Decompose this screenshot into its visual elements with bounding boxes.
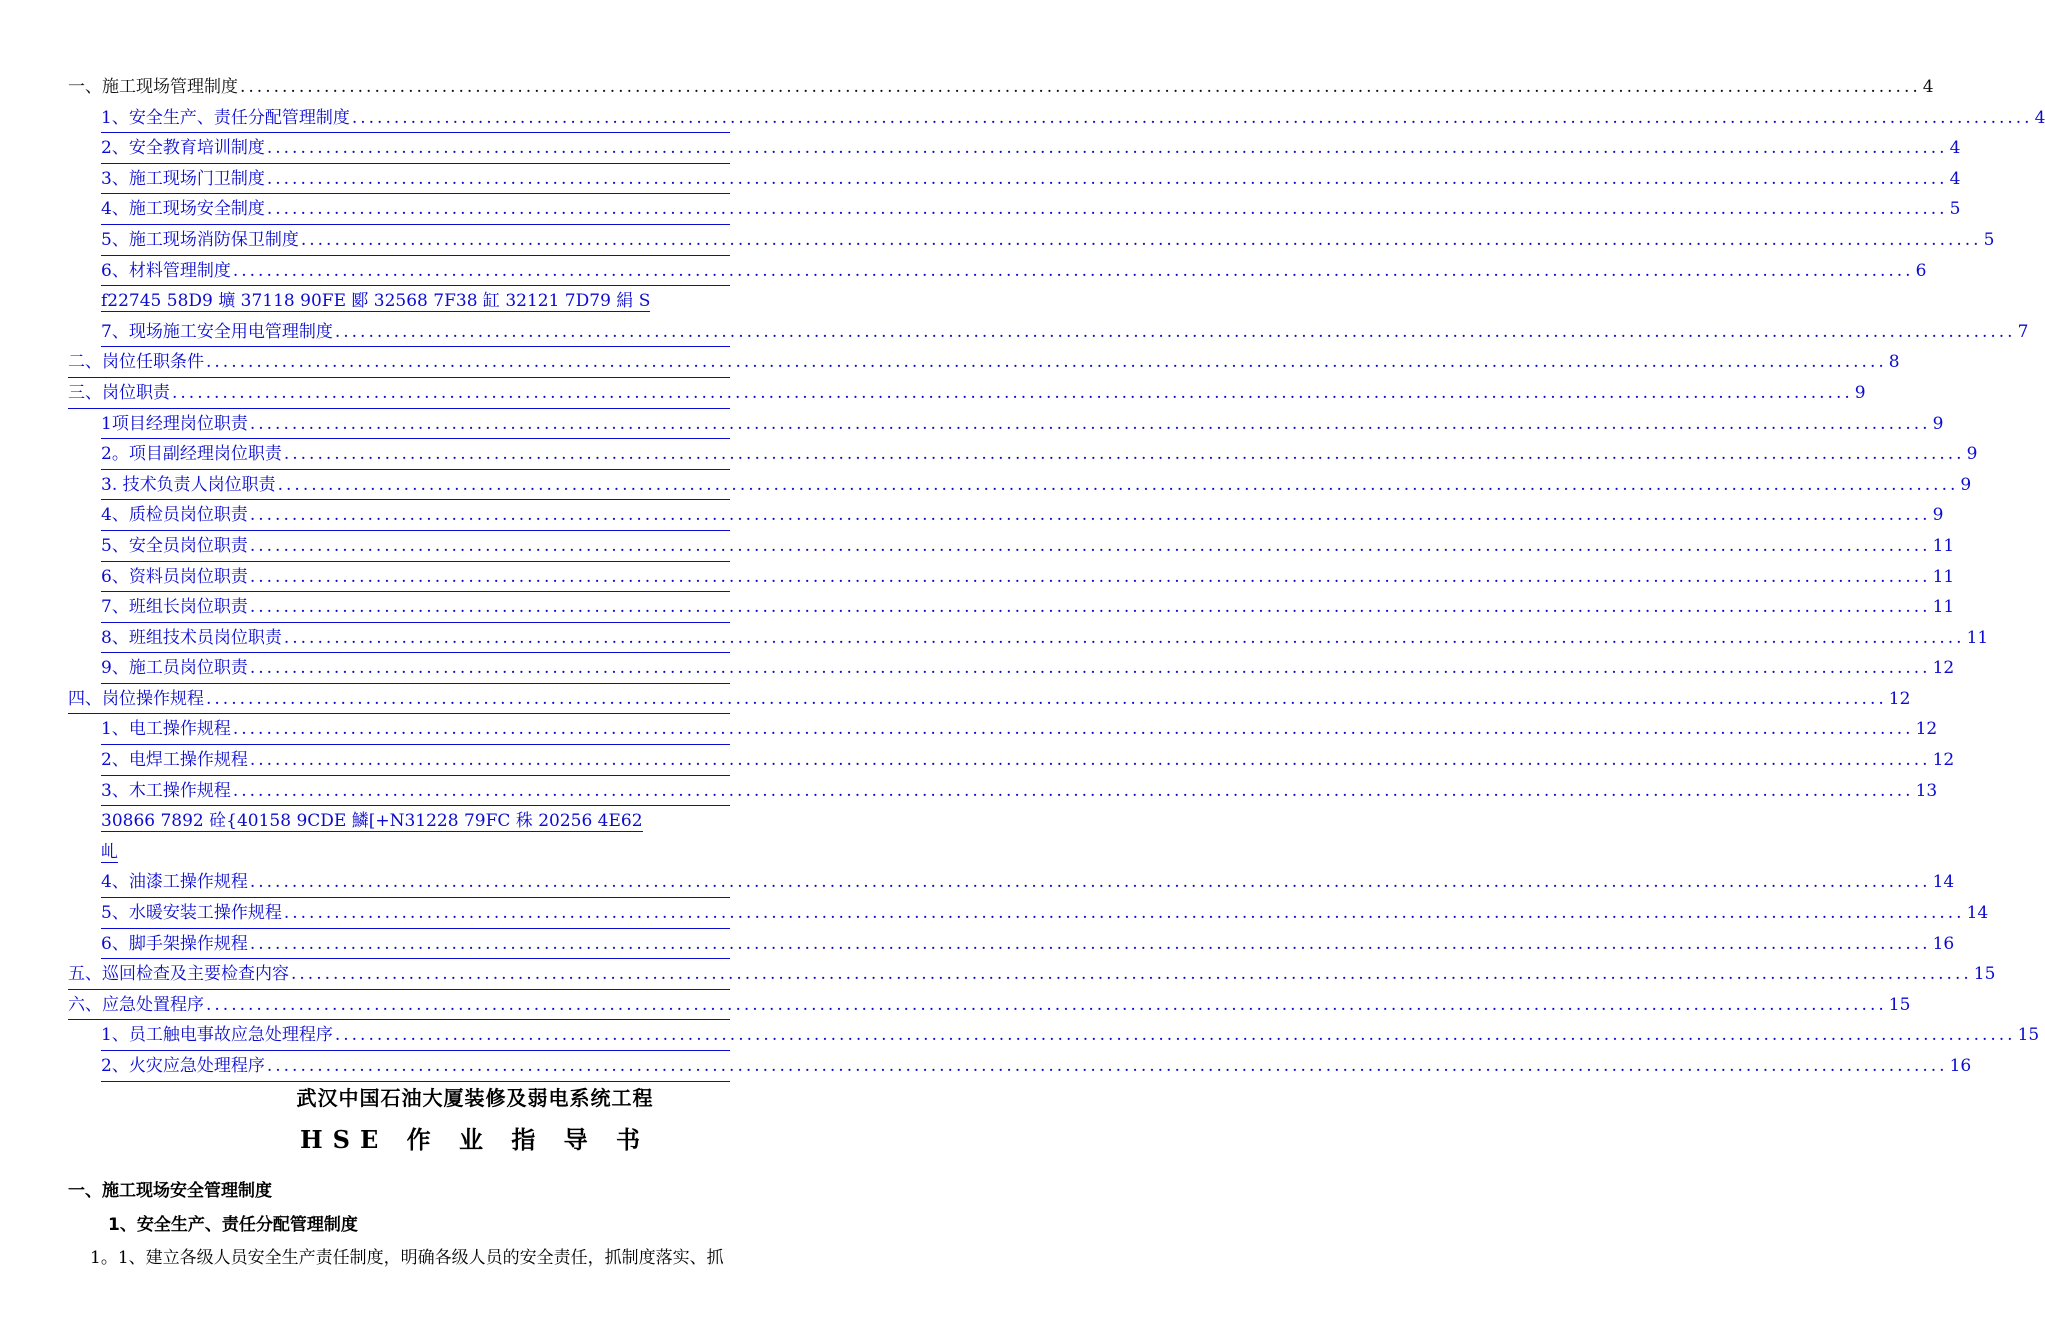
toc-dot-leader: ........................................................................................................................................................................................................ [300, 229, 1982, 250]
toc-entry[interactable] [101, 745, 1955, 776]
toc-entry-label: 3、施工现场门卫制度 [101, 168, 265, 189]
toc-entry-label: 五、巡回检查及主要检查内容 [68, 964, 289, 985]
toc-page-number: 15 [2017, 1025, 2040, 1046]
toc-dot-leader: ........................................................................................................................................................................................................ [277, 474, 1959, 495]
toc-entry[interactable] [101, 409, 1944, 440]
toc-page-number: 7 [2017, 321, 2029, 342]
toc-entry[interactable] [68, 347, 1900, 378]
toc-dot-leader: ........................................................................................................................................................................................................ [266, 199, 1948, 220]
toc-entry[interactable] [101, 470, 1972, 501]
toc-dot-leader: ........................................................................................................................................................................................................ [249, 597, 1931, 618]
toc-entry[interactable] [101, 256, 1927, 287]
toc-page-number: 9 [1966, 444, 1978, 465]
table-of-contents [0, 72, 2045, 1082]
toc-entry[interactable] [101, 714, 1938, 745]
toc-entry[interactable] [101, 225, 1995, 256]
toc-entry-label: 4、质检员岗位职责 [101, 505, 248, 526]
toc-dot-leader: ........................................................................................................................................................................................................ [206, 352, 1887, 373]
toc-page-number: 4 [1949, 168, 1961, 189]
toc-entry[interactable] [101, 653, 1955, 684]
toc-dot-leader: ........................................................................................................................................................................................................ [232, 260, 1914, 281]
toc-entry-label: 6、材料管理制度 [101, 260, 231, 281]
toc-entry[interactable] [101, 776, 1938, 807]
section-heading: 一、施工现场安全管理制度 [68, 1181, 272, 1201]
toc-entry-label: 3. 技术负责人岗位职责 [101, 474, 276, 495]
toc-entry[interactable] [68, 990, 1911, 1021]
toc-dot-leader: ........................................................................................................................................................................................................ [351, 107, 2033, 128]
toc-entry-label: 8、班组技术员岗位职责 [101, 627, 282, 648]
toc-entry-label: 一、施工现场管理制度 [68, 77, 238, 97]
toc-page-number: 8 [1888, 352, 1900, 373]
toc-entry-label: 2、火灾应急处理程序 [101, 1056, 265, 1076]
toc-entry[interactable] [68, 378, 1866, 409]
toc-dot-leader: ........................................................................................................................................................................................................ [249, 413, 1931, 434]
toc-page-number: 11 [1932, 535, 1955, 556]
toc-entry-label: 5、水暖安装工操作规程 [101, 903, 282, 924]
toc-entry[interactable] [101, 133, 1961, 164]
toc-dot-leader: ........................................................................................................................................................................................................ [206, 994, 1887, 1015]
toc-entry-label: 1、电工操作规程 [101, 719, 231, 740]
sub-heading: 1、安全生产、责任分配管理制度 [108, 1215, 358, 1235]
body-paragraph: 1。1、建立各级人员安全生产责任制度，明确各级人员的安全责任，抓制度落实、抓 [90, 1248, 724, 1268]
toc-page-number: 14 [1932, 872, 1955, 893]
toc-entry-label: 5、安全员岗位职责 [101, 535, 248, 556]
toc-entry-label: 6、脚手架操作规程 [101, 933, 248, 954]
toc-dot-leader: ........................................................................................................................................................................................................ [249, 750, 1931, 771]
toc-page-number: 12 [1932, 658, 1955, 679]
toc-dot-leader: ........................................................................................................................................................................................................ [283, 444, 1965, 465]
toc-dot-leader: ........................................................................................................................................................................................................ [249, 505, 1931, 526]
toc-entry-label: 3、木工操作规程 [101, 780, 231, 801]
toc-page-number: 9 [1932, 505, 1944, 526]
toc-dot-leader: ........................................................................................................................................................................................................ [172, 382, 1853, 403]
toc-page-number: 5 [1949, 199, 1961, 220]
toc-dot-leader: ........................................................................................................................................................................................................ [266, 168, 1948, 189]
toc-page-number: 12 [1888, 688, 1911, 709]
toc-garbled-text[interactable] [101, 286, 661, 317]
toc-dot-leader: ........................................................................................................................................................................................................ [249, 566, 1931, 587]
toc-entry[interactable] [101, 1051, 1972, 1082]
toc-dot-leader: ........................................................................................................................................................................................................ [291, 964, 1972, 985]
toc-entry-label: 1、员工触电事故应急处理程序 [101, 1025, 333, 1046]
toc-entry-label: 5、施工现场消防保卫制度 [101, 229, 299, 250]
toc-dot-leader: ........................................................................................................................................................................................................ [334, 1025, 2016, 1046]
toc-page-number: 16 [1949, 1056, 1972, 1076]
toc-entry-label: 4、油漆工操作规程 [101, 872, 248, 893]
toc-garbled-label: f22745 58D9 壙 37118 90FE 郾 32568 7F38 缸 32121 7D79 絹 S [101, 291, 651, 312]
toc-entry-label: 2、安全教育培训制度 [101, 138, 265, 159]
toc-entry-label: 2。项目副经理岗位职责 [101, 444, 282, 465]
toc-page-number: 5 [1983, 229, 1995, 250]
toc-page-number: 12 [1915, 719, 1938, 740]
toc-entry[interactable] [101, 623, 1989, 654]
toc-entry[interactable] [101, 867, 1955, 898]
toc-page-number: 9 [1960, 474, 1972, 495]
toc-entry-label: 1项目经理岗位职责 [101, 413, 248, 434]
toc-entry[interactable] [101, 194, 1961, 225]
toc-dot-leader: ........................................................................................................................................................................................................ [249, 872, 1931, 893]
toc-entry-label: 二、岗位任职条件 [68, 352, 204, 373]
document-title: 武汉中国石油大厦装修及弱电系统工程 [296, 1086, 654, 1110]
toc-page-number: 15 [1888, 994, 1911, 1015]
toc-page-number: 4 [2034, 107, 2045, 128]
toc-dot-leader: ........................................................................................................................................................................................................ [283, 627, 1965, 648]
toc-page-number: 11 [1966, 627, 1989, 648]
toc-page-number: 6 [1915, 260, 1927, 281]
toc-dot-leader: ........................................................................................................................................................................................................ [249, 658, 1931, 679]
toc-entry-label: 1、安全生产、责任分配管理制度 [101, 107, 350, 128]
toc-entry[interactable] [68, 959, 1996, 990]
toc-entry-label: 6、资料员岗位职责 [101, 566, 248, 587]
toc-entry-label: 四、岗位操作规程 [68, 688, 204, 709]
toc-entry-label: 9、施工员岗位职责 [101, 658, 248, 679]
toc-page-number: 9 [1932, 413, 1944, 434]
toc-dot-leader: ........................................................................................................................................................................................................ [206, 688, 1887, 709]
toc-dot-leader: ........................................................................................................................................................................................................ [283, 903, 1965, 924]
toc-dot-leader: ........................................................................................................................................................................................................ [266, 1056, 1948, 1076]
toc-entry[interactable] [101, 531, 1955, 562]
toc-entry-label: 2、电焊工操作规程 [101, 750, 248, 771]
toc-entry[interactable] [101, 562, 1955, 593]
toc-entry [68, 72, 1934, 103]
toc-page-number: 4 [1949, 138, 1961, 159]
toc-entry-label: 六、应急处置程序 [68, 994, 204, 1015]
toc-entry[interactable] [101, 500, 1944, 531]
toc-entry[interactable] [101, 592, 1955, 623]
toc-entry[interactable] [101, 439, 1978, 470]
toc-page-number: 15 [1973, 964, 1996, 985]
toc-dot-leader: ........................................................................................................................................................................................................ [249, 535, 1931, 556]
toc-page-number: 11 [1932, 597, 1955, 618]
toc-entry[interactable] [101, 164, 1961, 195]
toc-page-number: 16 [1932, 933, 1955, 954]
toc-entry[interactable] [101, 898, 1989, 929]
toc-dot-leader: ........................................................................................................................................................................................................ [249, 933, 1931, 954]
toc-dot-leader: ........................................................................................................................................................................................................ [334, 321, 2016, 342]
toc-entry[interactable] [101, 1020, 2040, 1051]
toc-entry[interactable] [101, 929, 1955, 960]
toc-entry[interactable] [68, 684, 1911, 715]
toc-page-number: 9 [1854, 382, 1866, 403]
document-subtitle: HSE 作 业 指 导 书 [299, 1125, 651, 1154]
toc-page-number: 12 [1932, 750, 1955, 771]
toc-page-number: 14 [1966, 903, 1989, 924]
toc-entry-label: 4、施工现场安全制度 [101, 199, 265, 220]
toc-page-number: 4 [1922, 77, 1934, 97]
toc-entry-label: 7、现场施工安全用电管理制度 [101, 321, 333, 342]
toc-dot-leader: ........................................................................................................................................................................................................ [240, 77, 1921, 97]
toc-entry-label: 7、班组长岗位职责 [101, 597, 248, 618]
toc-garbled-text[interactable] [101, 806, 661, 867]
toc-entry[interactable] [101, 317, 2029, 348]
toc-entry[interactable] [101, 103, 2045, 134]
toc-garbled-label: 30866 7892 硂{40158 9CDE 鱗[+N31228 79FC 秼 20256 4E62 乢 [101, 811, 643, 862]
toc-dot-leader: ........................................................................................................................................................................................................ [232, 719, 1914, 740]
toc-dot-leader: ........................................................................................................................................................................................................ [266, 138, 1948, 159]
toc-dot-leader: ........................................................................................................................................................................................................ [232, 780, 1914, 801]
toc-page-number: 11 [1932, 566, 1955, 587]
toc-entry-label: 三、岗位职责 [68, 382, 170, 403]
toc-page-number: 13 [1915, 780, 1938, 801]
